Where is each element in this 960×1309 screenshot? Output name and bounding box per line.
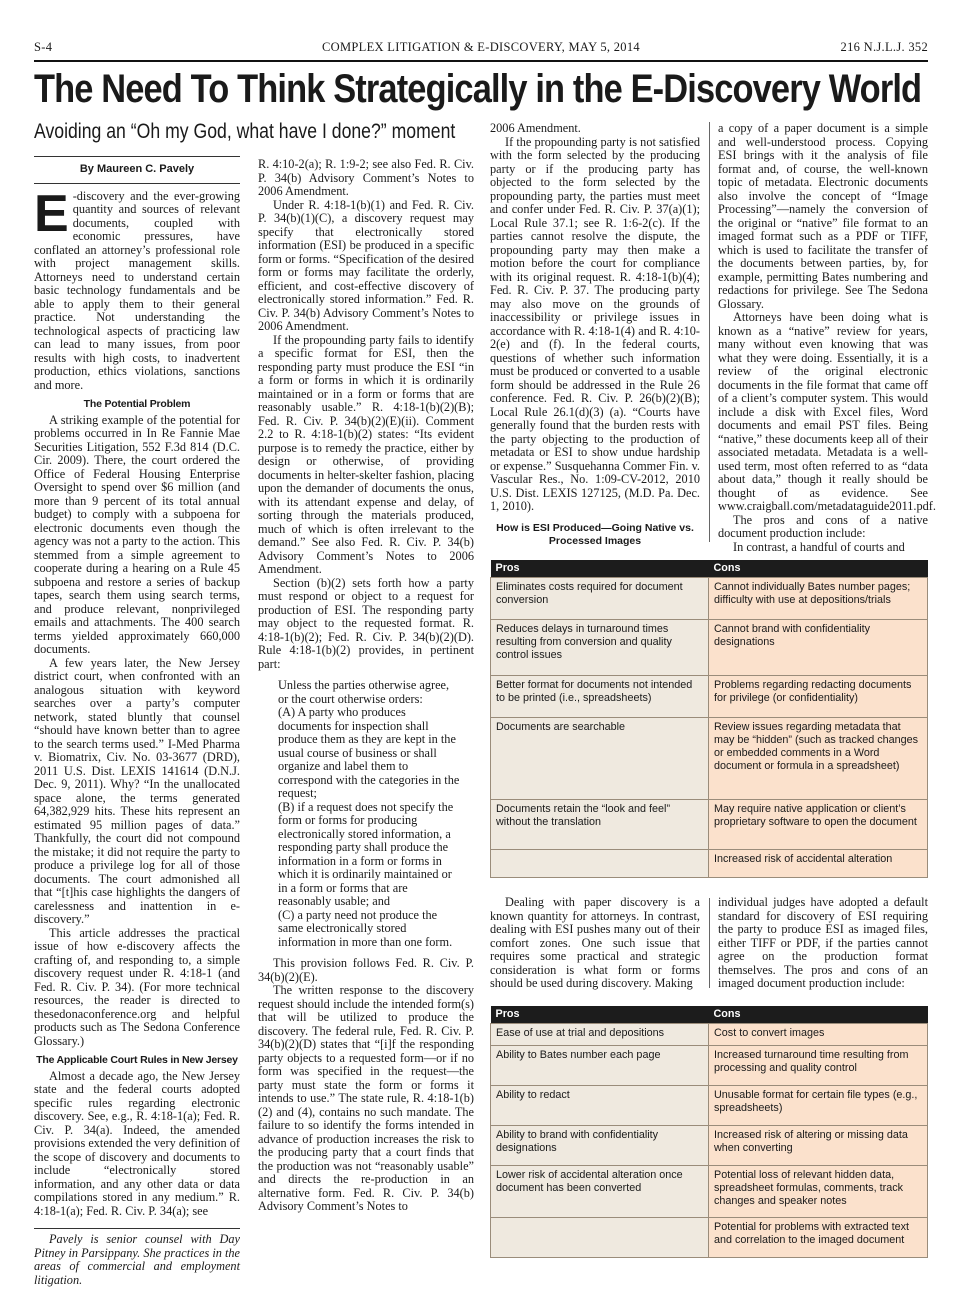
table-row — [491, 620, 928, 676]
pro-cell: Ability to Bates number each page — [491, 1046, 709, 1086]
paragraph: A few years later, the New Jersey district court, when confronted with an analogous situation with keyword searches over a party’s computer network, stated bluntly that counsel “should have known better than to agree to the search terms used.” I-Med Pharma v. Biomatrix, Civ. No. 03-3677 (DRD), 2011 U.S. Dist. LEXIS 141614 (D.N.J. Dec. 9, 2011). Why? “In the unallocated space alone, the terms generated 64,382,929 hits. These hits represent an estimated 95 million pages of data.” Thankfully, the court did not compound the mistake; it did not require the party to produce a privilege log for all of those documents. The court admonished all that “[t]his case highlights the dangers of carelessness and inattention in e-discovery.” — [34, 655, 240, 926]
quote-line: (C) a party need not produce the same electronically stored information in more than one form. — [278, 907, 453, 949]
pro-cell: Documents retain the “look and feel” without the translation — [491, 800, 709, 850]
rule-quotation — [278, 679, 462, 949]
subhead: Avoiding an “Oh my God, what have I done?” moment — [34, 120, 456, 143]
paragraph: If the propounding party fails to identify a specific format for ESI, then the responding party must produce the ESI “in a form or forms in which it is ordinarily maintained or in a form or forms that are reasonably usable.” R. 4:18-1(b)(2)(B); Fed. R. Civ. P. 34(b)(2)(E)(ii). Comment 2.2 to R. 4:18-1(b)(2) states: “Its evident purpose is to remedy the practice, either by design or otherwise, of providing documents in helter-skelter fashion, placing upon the demander of documents the onus, with its attendant expense and delay, of sorting through the materials produced, much of which is often irrelevant to the demand.” See also Fed. R. Civ. P. 34(b) Advisory Comment’s Notes to 2006 Amendment. — [258, 332, 474, 576]
con-cell: Review issues regarding metadata that may be “hidden” (such as tracked changes or embedded comments in a Word document or formula in a spreadsheet) — [709, 718, 928, 800]
paragraph: Almost a decade ago, the New Jersey state and the federal courts adopted specific rules regarding electronic discovery. See, e.g., R. 4:18-1(a); Fed. R. Civ. P. 34(a). Indeed, the amended provisions extended the very definition of the scope of discovery and documents to include “electronically stored information, and any other data or data compilations stored in any medium.” R. 4:18-1(a); Fed. R. Civ. P. 34(a); see — [34, 1068, 240, 1218]
paragraph: Dealing with paper discovery is a known quantity for attorneys. In contrast, dealing with ESI pushes many out of their comfort zones. One such issue that requires some practical and strategic consideration is what form or forms should be used during discovery. Making — [490, 895, 700, 990]
image-pros-cons-table — [490, 1006, 928, 1258]
section-title: COMPLEX LITIGATION & E-DISCOVERY, MAY 5, 2014 — [322, 40, 640, 54]
table-row — [491, 1166, 928, 1218]
quote-line: (A) A party who produces documents for inspection shall produce them as they are kept in the usual course of business or shall organize and label them to correspond with the categories in the request; — [278, 705, 460, 800]
page-number: S-4 — [34, 40, 53, 54]
section-heading-potential-problem: The Potential Problem — [83, 398, 191, 410]
con-cell: Increased turnaround time resulting from processing and quality control — [709, 1046, 928, 1086]
con-cell: Cannot brand with confidentiality designations — [709, 620, 928, 676]
section-heading-court-rules: The Applicable Court Rules in New Jersey — [36, 1054, 238, 1066]
pro-cell: Documents are searchable — [491, 718, 709, 800]
con-cell: Increased risk of altering or missing data when converting — [709, 1126, 928, 1166]
con-cell: Unusable format for certain file types (e.g., spreadsheets) — [709, 1086, 928, 1126]
paragraph: This provision follows Fed. R. Civ. P. 34(b)(2)(E). — [258, 956, 474, 984]
con-cell: May require native application or client’s proprietary software to open the document — [709, 800, 928, 850]
journal-citation: 216 N.J.L.J. 352 — [840, 40, 928, 54]
drop-cap: E — [34, 184, 69, 243]
paragraph: a copy of a paper document is a simple and well-understood process. Copying ESI brings with it the analysis of file format and, of course, the well-known topic of metadata. Electronic documents also involve the concept of “Image Processing”—namely the conversion of the original or “native” file format to an imaged format such as a PDF or TIFF, which is used to facilitate the transfer of the documents between parties, by, for example, permitting Bates numbering and redactions for privilege. See The Sedona Glossary. — [718, 121, 928, 311]
con-cell: Problems regarding redacting documents for privilege (or confidentiality) — [709, 676, 928, 718]
column-divider — [709, 122, 710, 542]
table-row — [491, 718, 928, 800]
folio-line — [34, 40, 928, 58]
quote-line: Unless the parties otherwise agree, or the court otherwise orders: — [278, 678, 450, 706]
table-row — [491, 1024, 928, 1046]
con-cell: Cannot individually Bates number pages; difficulty with use at depositions/trials — [709, 578, 928, 620]
native-pros-cons-table — [490, 560, 928, 878]
con-cell: Potential loss of relevant hidden data, spreadsheet formulas, comments, track changes and speaker notes — [709, 1166, 928, 1218]
column-1 — [34, 156, 240, 1287]
pro-cell: Ability to redact — [491, 1086, 709, 1126]
paragraph: individual judges have adopted a default standard for discovery of ESI requiring the party to produce ESI as imaged files, either TIFF or PDF, if the parties cannot agree on the production format themselves. The pros and cons of an imaged document production include: — [718, 895, 928, 990]
table-title: How is ESI Produced—Going Native vs. Processed Images — [496, 522, 694, 547]
table-row — [491, 676, 928, 718]
table-row — [491, 1218, 928, 1258]
quote-line: (B) if a request does not specify the form or forms for producing electronically stored information, a responding party shall produce the information in a form or forms in which it is ordinarily maintained or in a form or forms that are reasonably usable; and — [278, 799, 454, 908]
table-row — [491, 1046, 928, 1086]
column-4 — [718, 121, 936, 554]
byline: By Maureen C. Pavely — [79, 163, 195, 175]
pro-cell: Reduces delays in turnaround times resulting from conversion and quality control issues — [491, 620, 709, 676]
paragraph: A striking example of the potential for problems occurred in In Re Fannie Mae Securities Litigation, 552 F.3d 814 (D.C. Cir. 2009). There, the court ordered the Office of Federal Housing Enterprise Oversight to spend over $6 million (and more than 9 percent of its total annual budget) to comply with a subpoena for electronic documents even though the agency was not a party to the action. This stemmed from a simple agreement to cooperate during a hearing on a Rule 45 subpoena and restore a series of backup tapes, search them using search terms, and produce relevant, nonprivileged emails and attachments. The 400 search terms yielded approximately 660,000 documents. — [34, 412, 240, 656]
paragraph: Section (b)(2) sets forth how a party must respond or object to a request for production of ESI. The responding party may object to the requested format. R. 4:18-1(b)(2); Fed. R. Civ. P. 34(b)(2)(D). Rule 4:18-1(b)(2) provides, in pertinent part: — [258, 575, 474, 671]
pros-header: Pros — [491, 560, 709, 578]
pro-cell: Lower risk of accidental alteration once document has been converted — [491, 1166, 709, 1218]
table-row — [491, 850, 928, 878]
con-cell: Cost to convert images — [709, 1024, 928, 1046]
table-row — [491, 1126, 928, 1166]
pro-cell — [491, 1218, 709, 1258]
column-divider — [709, 898, 710, 988]
paragraph: Under R. 4:18-1(b)(1) and Fed. R. Civ. P. 34(b)(1)(C), a discovery request may specify that electronically stored information (ESI) be produced in a specific form or forms. “Specification of the desired form or forms may facilitate the orderly, efficient, and cost-effective discovery of electronically stored information.” Fed. R. Civ. P. 34(b) Advisory Comment’s Notes to 2006 Amendment. — [258, 197, 474, 333]
intro-paragraph: E -discovery and the ever-growing quantity and sources of relevant documents, coupled with economic pressures, have conflated an attorney’s professional role with project management skills. Attorneys need to understand certain basic technology fundamentals and be able to apply them to their general practice. Not understanding the technological aspects of practicing law can lead to many issues, from poor results with high costs, to inadvertent production, ethics violations, sanctions and more. — [34, 184, 240, 392]
paragraph: The written response to the discovery request should include the intended form(s) that will be utilized to produce the discovery. The federal rule, Fed. R. Civ. P. 34(b)(2)(D) states that “[i]f the responding party objects to a requested form—or if no form was specified in the request—the party must state the form or forms it intends to use.” The state rule, R. 4:18-1(b)(2) and (4), contains no such mandate. The failure to so identify the forms intended in advance of production increases the risk to the producing party that a court finds that the production was not “reasonably usable” and directs the re-production in an alternative form. Fed. R. Civ. P. 34(b) Advisory Comment’s Notes to — [258, 983, 474, 1213]
pro-cell: Ability to brand with confidentiality designations — [491, 1126, 709, 1166]
pro-cell: Ease of use at trial and depositions — [491, 1024, 709, 1046]
cons-header: Cons — [709, 560, 928, 578]
column-3 — [490, 122, 700, 522]
pros-header: Pros — [491, 1006, 709, 1024]
table-row — [491, 1086, 928, 1126]
header-rule — [34, 60, 928, 62]
column-2 — [258, 158, 474, 1278]
paragraph: The pros and cons of a native document production include: — [718, 512, 928, 540]
table-row — [491, 800, 928, 850]
pro-cell: Better format for documents not intended to be printed (i.e., spreadsheets) — [491, 676, 709, 718]
paragraph: In contrast, a handful of courts and — [733, 539, 905, 554]
pro-cell: Eliminates costs required for document conversion — [491, 578, 709, 620]
paragraph: Attorneys have been doing what is known as a “native” review for years, many without even knowing that was what they were doing. Essentially, it is a review of the original electronic documents in the file format that came off of a client’s computer system. This would include a disk with Excel files, Word documents and email PST files. Being “native,” these documents keep all of their associated metadata. Metadata is a well-used term, most often referred to as “data about data,” though it really should be thought of as evidence. See www.craigball.com/metadataguide2011.pdf. — [718, 310, 936, 513]
paragraph: If the propounding party is not satisfied with the form selected by the producing party or if the producing party has objected to the form selected by the propounding party, the parties must meet and confer under Fed. R. Civ. P. 37(a)(1); Local Rule 37.1; see R. 1:6-2(c). If the parties cannot resolve the dispute, the propounding party may then make a motion before the court for compliance with its original request. R. 4:18-1(b)(4); Fed. R. Civ. P. 37. The producing party may also move on the grounds of inaccessibility or privilege issues in accordance with R. 4:18-1(4) and R. 4:10-2(e) and (f). In the federal courts, questions of whether such information must be produced or converted to a usable form should be addressed in the Rule 26 conference. Fed. R. Civ. P. 26(b)(2)(B); Local Rule 26.1(d)(3) (a). “Courts have generally found that the burden rests with the party objecting to the production of metadata or ESI to show undue hardship or expense.” Susquehanna Commer Fin. v. Vascular Res., No. 1:09-CV-2012, 2010 U.S. Dist. LEXIS 127125, (M.D. Pa. Dec. 1, 2010). — [490, 134, 700, 513]
paragraph: 2006 Amendment. — [490, 121, 581, 135]
cons-header: Cons — [709, 1006, 928, 1024]
pro-cell — [491, 850, 709, 878]
mid-right-text — [718, 896, 928, 996]
con-cell: Potential for problems with extracted text and correlation to the imaged document — [709, 1218, 928, 1258]
con-cell: Increased risk of accidental alteration — [709, 850, 928, 878]
paragraph: This article addresses the practical issue of how e-discovery affects the crafting of, and responding to, a simple discovery request under R. 4:18-1 (and Fed. R. Civ. P. 34). (For more technical resources, the reader is directed to thesedonaconference.org and helpful products such as The Sedona Conference Glossary.) — [34, 925, 240, 1048]
author-bio: Pavely is senior counsel with Day Pitney in Parsippany. She practices in the areas of commercial and employment litigation. — [34, 1228, 240, 1287]
paragraph: R. 4:10-2(a); R. 1:9-2; see also Fed. R. Civ. P. 34(b) Advisory Comment’s Notes to 2006 Amendment. — [258, 157, 474, 198]
mid-left-text — [490, 896, 700, 996]
table-row — [491, 578, 928, 620]
headline: The Need To Think Strategically in the E-Discovery World — [34, 67, 922, 111]
